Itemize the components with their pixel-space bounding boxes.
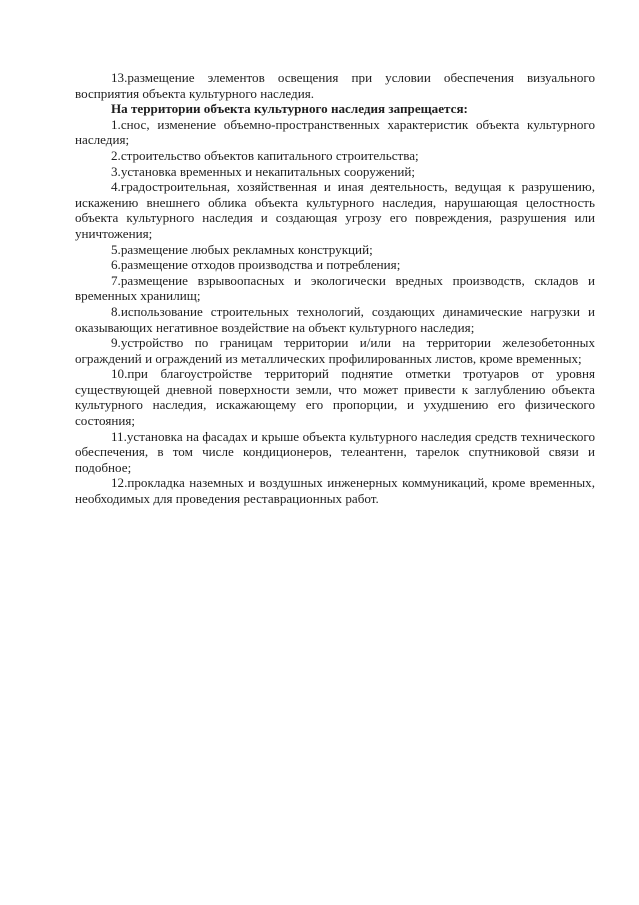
list-item-5: 5.размещение любых рекламных конструкций; — [111, 241, 373, 257]
list-item-3: 3.установка временных и некапитальных сооружений; — [111, 163, 415, 179]
list-item-1: 1.снос, изменение объемно-пространственных характеристик объекта культурного наследия; — [75, 116, 595, 148]
list-item-4: 4.градостроительная, хозяйственная и иная деятельность, ведущая к разрушению, искажению внешнего облика объекта культурного наследия, нарушающая целостность объекта культурного наследия и создающая угрозу его повреждения, разрушения или уничтожения; — [75, 179, 595, 241]
intro-item-13: 13.размещение элементов освещения при условии обеспечения визуального восприятия объекта культурного наследия. — [75, 70, 595, 101]
list-item-2: 2.строительство объектов капитального строительства; — [111, 147, 419, 163]
section-heading: На территории объекта культурного наследия запрещается: — [111, 101, 468, 117]
list-item-12: 12.прокладка наземных и воздушных инженерных коммуникаций, кроме временных, необходимых для проведения реставрационных работ. — [75, 475, 595, 507]
list-item-9: 9.устройство по границам территории и/или на территории железобетонных ограждений и ограждений из металлических профилированных листов, кроме временных; — [75, 335, 595, 366]
list-item-10: 10.при благоустройстве территорий поднятие отметки тротуаров от уровня существующей дневной поверхности земли, что может привести к заглублению объекта культурного наследия, искажающему его пропорции, и ухудшению его физического состояния; — [75, 366, 595, 429]
list-item-7: 7.размещение взрывоопасных и экологически вредных производств, складов и временных хранилищ; — [75, 272, 595, 304]
list-item-8: 8.использование строительных технологий, создающих динамические нагрузки и оказывающих негативное воздействие на объект культурного наследия; — [75, 303, 595, 335]
list-item-11: 11.установка на фасадах и крыше объекта культурного наследия средств технического обеспечения, в том числе кондиционеров, телеантенн, тарелок спутниковой связи и подобное; — [75, 428, 595, 475]
document-page — [75, 70, 595, 507]
list-item-6: 6.размещение отходов производства и потребления; — [111, 257, 401, 273]
